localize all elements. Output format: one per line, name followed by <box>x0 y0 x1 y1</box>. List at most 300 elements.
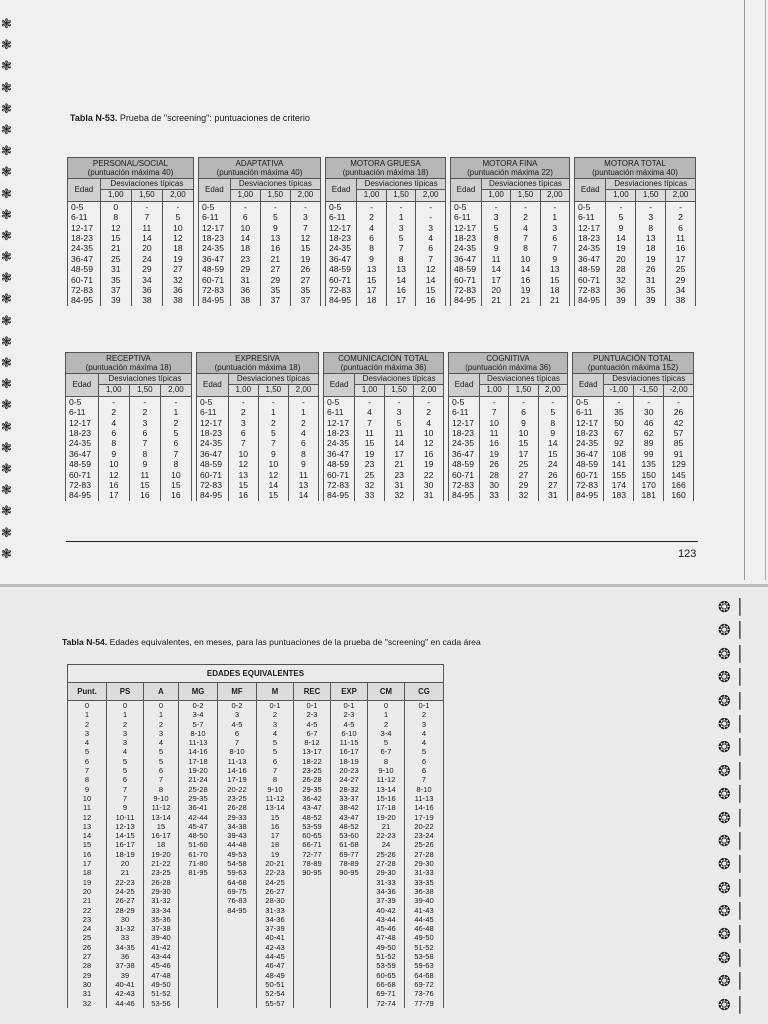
edad-header: Edad <box>575 179 606 202</box>
age-equivalent-cell <box>294 961 331 970</box>
spiral-ring-icon: ❂ │ <box>718 598 745 616</box>
table-row <box>451 233 570 243</box>
age-equivalent-cell: 34-35 <box>107 943 144 952</box>
score-cell: 3 <box>228 418 258 428</box>
age-equivalent-cell <box>218 961 257 970</box>
age-equivalent-cell: 37-39 <box>257 924 294 933</box>
age-equivalent-cell: 66-68 <box>368 980 405 989</box>
age-equivalent-cell: 36 <box>107 952 144 961</box>
age-equivalent-cell <box>294 943 331 952</box>
age-equivalent-cell: 2 <box>405 710 444 719</box>
score-cell: 16 <box>416 295 446 305</box>
age-equivalent-cell: 69-77 <box>331 850 368 859</box>
sd-value-header: 1,50 <box>386 190 416 201</box>
score-cell: 9 <box>288 459 318 469</box>
age-cell: 36-47 <box>197 449 229 459</box>
score-cell: 15 <box>160 480 191 490</box>
score-cell: 11 <box>288 470 318 480</box>
table-row <box>449 407 568 417</box>
age-equivalent-cell: 18-19 <box>107 850 144 859</box>
age-equivalent-cell: 21 <box>68 896 107 905</box>
score-cell: 15 <box>290 243 320 253</box>
age-equivalent-cell: 11-13 <box>405 794 444 803</box>
header-row <box>68 179 194 190</box>
score-cell: 145 <box>664 470 694 480</box>
age-equivalent-cell: 1 <box>68 710 107 719</box>
age-cell: 0-5 <box>68 201 101 212</box>
score-cell: - <box>260 201 290 212</box>
age-equivalent-cell: 9-10 <box>144 794 179 803</box>
score-cell: 9 <box>129 459 160 469</box>
age-cell: 84-95 <box>449 490 480 500</box>
age-equivalent-cell: 41-42 <box>144 943 179 952</box>
age-equivalent-cell: 1 <box>144 710 179 719</box>
age-equivalent-cell: 3 <box>405 720 444 729</box>
spiral-ring-icon: ❃ <box>1 334 12 350</box>
age-equivalent-cell: 33 <box>107 933 144 942</box>
age-equivalent-cell: 13-14 <box>368 785 405 794</box>
score-cell: 11 <box>481 254 510 264</box>
age-equivalent-cell: 15 <box>257 813 294 822</box>
age-equivalent-cell <box>294 989 331 998</box>
score-cell: - <box>384 396 414 407</box>
score-cell: 11 <box>129 470 160 480</box>
age-equivalent-cell <box>331 999 368 1008</box>
age-equivalent-cell: 24-25 <box>257 878 294 887</box>
age-equivalent-cell: 16-17 <box>107 840 144 849</box>
age-cell: 12-17 <box>451 223 482 233</box>
score-cell: 9 <box>540 254 569 264</box>
age-cell: 18-23 <box>573 428 604 438</box>
table-row <box>197 459 319 469</box>
caption-label: Tabla N-54. <box>62 637 108 647</box>
age-equivalent-cell: 35-36 <box>144 915 179 924</box>
area-title: MOTORA FINA <box>482 159 538 168</box>
header-row <box>575 179 696 190</box>
score-cell: 1 <box>258 407 288 417</box>
score-cell: 16 <box>666 243 696 253</box>
score-cell: 18 <box>162 243 193 253</box>
age-equivalent-cell: 28-29 <box>107 906 144 915</box>
spiral-ring-icon: ❃ <box>1 504 12 520</box>
criterion-table <box>65 352 192 501</box>
sd-header: Desviaciones típicas <box>230 179 320 190</box>
age-cell: 72-83 <box>68 285 101 295</box>
age-equivalent-cell: 59-63 <box>218 868 257 877</box>
age-equivalent-cell: 72-74 <box>368 999 405 1008</box>
age-equivalent-cell: 45-47 <box>179 822 218 831</box>
table-row <box>68 933 444 942</box>
age-equivalent-cell: 20 <box>107 859 144 868</box>
table-row <box>66 449 192 459</box>
max-score: (puntuación máxima 152) <box>587 363 679 372</box>
age-equivalent-cell: 11-12 <box>257 794 294 803</box>
age-equivalent-cell <box>218 971 257 980</box>
score-cell: 2 <box>258 418 288 428</box>
age-equivalent-cell <box>294 952 331 961</box>
score-cell: 3 <box>540 223 569 233</box>
age-equivalent-cell <box>331 915 368 924</box>
age-equivalent-cell <box>179 906 218 915</box>
age-cell: 36-47 <box>68 254 101 264</box>
sd-value-header: -2,00 <box>664 385 694 396</box>
age-cell: 60-71 <box>324 470 355 480</box>
table-row <box>68 285 194 295</box>
age-equivalent-cell: 69-72 <box>405 980 444 989</box>
table-row <box>197 449 319 459</box>
age-cell: 72-83 <box>326 285 357 295</box>
sd-value-header: 1,50 <box>260 190 290 201</box>
age-cell: 36-47 <box>324 449 355 459</box>
age-equivalent-cell: 8 <box>257 775 294 784</box>
age-equivalent-cell: 53-59 <box>294 822 331 831</box>
score-cell: 20 <box>606 254 636 264</box>
table-row <box>324 449 444 459</box>
score-cell: 32 <box>509 490 538 500</box>
score-cell: 31 <box>538 490 567 500</box>
score-cell: - <box>160 396 191 407</box>
sd-value-header: 2,00 <box>416 190 446 201</box>
score-cell: 23 <box>230 254 260 264</box>
age-cell: 48-59 <box>575 264 606 274</box>
score-cell: 129 <box>664 459 694 469</box>
table-row <box>68 233 194 243</box>
score-cell: 15 <box>355 438 385 448</box>
age-equivalent-cell: 3 <box>257 720 294 729</box>
criterion-table <box>450 157 570 306</box>
age-cell: 12-17 <box>68 223 101 233</box>
score-cell: 4 <box>288 428 318 438</box>
score-cell: 16 <box>386 285 416 295</box>
age-equivalent-cell: 7 <box>68 766 107 775</box>
header-row <box>197 353 319 374</box>
score-cell: 38 <box>230 295 260 305</box>
age-equivalent-cell: 17-19 <box>218 775 257 784</box>
score-cell: 2 <box>160 418 191 428</box>
table-row <box>575 264 696 274</box>
age-equivalent-cell <box>294 999 331 1008</box>
score-cell: 8 <box>288 449 318 459</box>
age-cell: 24-35 <box>449 438 480 448</box>
table-row <box>66 470 192 480</box>
score-cell: 26 <box>664 407 694 417</box>
score-cell: 14 <box>416 275 446 285</box>
score-cell: 34 <box>666 285 696 295</box>
sd-value-header: 1,00 <box>98 385 129 396</box>
age-equivalent-cell: 31-33 <box>257 906 294 915</box>
spiral-ring-icon: ❂ │ <box>718 761 745 780</box>
table-row <box>199 275 321 285</box>
age-equivalent-cell: 20-23 <box>331 766 368 775</box>
table-row <box>451 243 570 253</box>
score-cell: 27 <box>290 275 320 285</box>
spiral-ring-icon: ❃ <box>1 59 12 75</box>
age-equivalent-cell: 38-42 <box>331 803 368 812</box>
table-row <box>573 459 694 469</box>
age-equivalent-cell: 42-43 <box>257 943 294 952</box>
sd-value-header: 2,00 <box>290 190 320 201</box>
max-score: (puntuación máxima 18) <box>342 168 429 177</box>
score-cell: 7 <box>540 243 569 253</box>
edades-equivalentes-table <box>67 664 444 1008</box>
age-equivalent-cell: 15 <box>144 822 179 831</box>
age-equivalent-cell: 44-45 <box>257 952 294 961</box>
age-cell: 60-71 <box>326 275 357 285</box>
score-cell: 35 <box>290 285 320 295</box>
score-cell: 2 <box>228 407 258 417</box>
sd-value-header: 1,00 <box>100 190 131 201</box>
spiral-ring-icon: ❃ <box>1 122 12 138</box>
score-cell: 19 <box>479 449 508 459</box>
table-row <box>326 233 446 243</box>
score-cell: 5 <box>162 212 193 222</box>
age-equivalent-cell: 5-7 <box>179 720 218 729</box>
age-equivalent-cell: 17 <box>257 831 294 840</box>
age-equivalent-cell: 4 <box>144 738 179 747</box>
age-cell: 60-71 <box>197 470 229 480</box>
score-cell: 16 <box>260 243 290 253</box>
score-cell: 21 <box>481 295 510 305</box>
score-cell: - <box>129 396 160 407</box>
age-equivalent-cell: 42-44 <box>179 813 218 822</box>
table-row <box>66 480 192 490</box>
age-equivalent-cell: 47-48 <box>144 971 179 980</box>
age-equivalent-cell <box>294 906 331 915</box>
max-score: (puntuación máxima 40) <box>592 168 678 177</box>
age-equivalent-cell: 42-43 <box>107 989 144 998</box>
age-cell: 6-11 <box>197 407 229 417</box>
spiral-ring-icon: ❃ <box>1 228 12 244</box>
age-equivalent-cell: 44-46 <box>107 999 144 1008</box>
score-cell: 25 <box>100 254 131 264</box>
criterion-table <box>196 352 319 501</box>
spiral-ring-icon: ❂ │ <box>718 948 745 967</box>
score-cell: - <box>666 201 696 212</box>
area-title: PUNTUACIÓN TOTAL <box>592 354 673 363</box>
age-equivalent-cell <box>331 924 368 933</box>
table-row <box>573 418 694 428</box>
score-cell: 9 <box>357 254 387 264</box>
age-equivalent-cell: 19-20 <box>179 766 218 775</box>
age-cell: 18-23 <box>197 428 229 438</box>
age-cell: 24-35 <box>199 243 231 253</box>
age-equivalent-cell: 24-25 <box>107 887 144 896</box>
score-cell: 3 <box>386 223 416 233</box>
age-equivalent-cell: 13-14 <box>257 803 294 812</box>
score-cell: 17 <box>98 490 129 500</box>
edad-header: Edad <box>199 179 231 202</box>
score-cell: 3 <box>481 212 510 222</box>
score-cell: 7 <box>355 418 385 428</box>
score-cell: 17 <box>666 254 696 264</box>
age-cell: 60-71 <box>575 275 606 285</box>
score-cell: 36 <box>230 285 260 295</box>
spiral-ring-icon: ❂ │ <box>718 621 745 640</box>
age-equivalent-cell: 3-4 <box>368 729 405 738</box>
column-header: EXP <box>331 683 368 701</box>
score-cell: 36 <box>162 285 193 295</box>
score-cell: 181 <box>634 490 664 500</box>
age-equivalent-cell: 14-16 <box>179 747 218 756</box>
age-equivalent-cell: 31 <box>68 989 107 998</box>
score-cell: 33 <box>479 490 508 500</box>
score-cell: 8 <box>100 212 131 222</box>
age-equivalent-cell <box>179 980 218 989</box>
table-row <box>68 980 444 989</box>
score-cell: 29 <box>666 275 696 285</box>
area-title: RECEPTIVA <box>106 354 151 363</box>
age-equivalent-cell <box>218 999 257 1008</box>
sd-header: Desviaciones típicas <box>355 374 444 385</box>
age-equivalent-cell: 0-1 <box>257 701 294 711</box>
sd-value-header: 1,50 <box>636 190 666 201</box>
score-cell: 30 <box>414 480 444 490</box>
age-equivalent-cell: 44-48 <box>218 840 257 849</box>
score-cell: 14 <box>481 264 510 274</box>
table-row <box>575 275 696 285</box>
age-equivalent-cell: 14-16 <box>405 803 444 812</box>
table-row <box>326 243 446 253</box>
age-equivalent-cell <box>294 980 331 989</box>
age-cell: 48-59 <box>449 459 480 469</box>
score-cell: 14 <box>131 233 162 243</box>
score-cell: 2 <box>357 212 387 222</box>
score-cell: 36 <box>606 285 636 295</box>
sd-value-header: 2,00 <box>288 385 318 396</box>
age-equivalent-cell: 4-5 <box>331 720 368 729</box>
table-row <box>324 428 444 438</box>
score-cell: 8 <box>511 243 540 253</box>
score-cell: 1 <box>386 212 416 222</box>
score-cell: 29 <box>509 480 538 490</box>
table-row <box>451 264 570 274</box>
spiral-ring-icon: ❂ │ <box>718 668 745 687</box>
spiral-ring-icon: ❃ <box>1 17 12 32</box>
column-header-row <box>68 683 444 701</box>
table-row <box>66 396 192 407</box>
edad-header: Edad <box>197 374 229 397</box>
column-header: Punt. <box>68 683 107 701</box>
age-equivalent-cell: 54-58 <box>218 859 257 868</box>
sd-value-header: 1,50 <box>258 385 288 396</box>
age-cell: 36-47 <box>449 449 480 459</box>
table-row <box>68 840 444 849</box>
score-cell: 12 <box>290 233 320 243</box>
column-header: A <box>144 683 179 701</box>
age-equivalent-cell: 18 <box>257 840 294 849</box>
age-equivalent-cell <box>179 915 218 924</box>
score-cell: 9 <box>538 428 567 438</box>
score-cell: - <box>386 201 416 212</box>
score-cell: 8 <box>98 438 129 448</box>
age-cell: 0-5 <box>324 396 355 407</box>
table-row <box>68 757 444 766</box>
sd-value-header: 2,00 <box>160 385 191 396</box>
age-equivalent-cell: 55-57 <box>257 999 294 1008</box>
header-row <box>326 179 446 190</box>
score-cell: 62 <box>634 428 664 438</box>
score-cell: 12 <box>98 470 129 480</box>
score-cell: 35 <box>604 407 634 417</box>
age-equivalent-cell <box>179 896 218 905</box>
age-equivalent-cell: 32 <box>68 999 107 1008</box>
score-cell: 14 <box>230 233 260 243</box>
age-equivalent-cell: 20-21 <box>257 859 294 868</box>
score-cell: 99 <box>634 449 664 459</box>
age-equivalent-cell: 12 <box>68 813 107 822</box>
criterion-table <box>574 157 696 306</box>
score-cell: 9 <box>258 449 288 459</box>
age-cell: 6-11 <box>324 407 355 417</box>
max-score: (puntuación máxima 18) <box>214 363 301 372</box>
table-row <box>68 859 444 868</box>
age-equivalent-cell <box>331 980 368 989</box>
age-equivalent-cell: 8 <box>144 785 179 794</box>
score-cell: 6 <box>357 233 387 243</box>
score-cell: 3 <box>416 223 446 233</box>
score-cell: 31 <box>384 480 414 490</box>
age-equivalent-cell <box>218 952 257 961</box>
table-row <box>197 490 319 500</box>
score-cell: 166 <box>664 480 694 490</box>
age-cell: 12-17 <box>197 418 229 428</box>
age-cell: 18-23 <box>324 428 355 438</box>
score-cell: 29 <box>260 275 290 285</box>
age-equivalent-cell: 9-10 <box>257 785 294 794</box>
age-equivalent-cell: 3-4 <box>179 710 218 719</box>
score-cell: 39 <box>636 295 666 305</box>
age-equivalent-cell: 7 <box>257 766 294 775</box>
spiral-ring-icon: ❃ <box>1 440 12 456</box>
age-equivalent-cell: 31-32 <box>107 924 144 933</box>
score-cell: - <box>634 396 664 407</box>
age-cell: 18-23 <box>449 428 480 438</box>
score-cell: 10 <box>160 470 191 480</box>
age-cell: 18-23 <box>68 233 101 243</box>
table-row <box>68 822 444 831</box>
spiral-ring-icon: ❃ <box>1 398 12 414</box>
age-cell: 84-95 <box>573 490 604 500</box>
score-cell: 19 <box>606 243 636 253</box>
score-cell: 2 <box>666 212 696 222</box>
area-title: COGNITIVA <box>486 354 530 363</box>
sd-value-header: 2,00 <box>666 190 696 201</box>
header-row <box>449 374 568 385</box>
age-cell: 0-5 <box>197 396 229 407</box>
age-cell: 72-83 <box>575 285 606 295</box>
age-equivalent-cell: 8-12 <box>294 738 331 747</box>
age-equivalent-cell: 39-43 <box>218 831 257 840</box>
age-equivalent-cell <box>179 878 218 887</box>
age-equivalent-cell: 33-35 <box>405 878 444 887</box>
score-cell: 14 <box>288 490 318 500</box>
max-score: (puntuación máxima 40) <box>87 168 174 177</box>
age-equivalent-cell: 22 <box>68 906 107 915</box>
score-cell: 2 <box>129 407 160 417</box>
score-cell: 37 <box>260 295 290 305</box>
age-equivalent-cell <box>179 887 218 896</box>
age-equivalent-cell: 11-15 <box>331 738 368 747</box>
age-equivalent-cell <box>179 961 218 970</box>
score-cell: 28 <box>606 264 636 274</box>
score-cell: 31 <box>100 264 131 274</box>
score-cell: 5 <box>481 223 510 233</box>
area-title: ADAPTATIVA <box>235 159 284 168</box>
score-cell: 6 <box>540 233 569 243</box>
age-cell: 36-47 <box>326 254 357 264</box>
table-row <box>449 438 568 448</box>
age-equivalent-cell: 2 <box>144 720 179 729</box>
